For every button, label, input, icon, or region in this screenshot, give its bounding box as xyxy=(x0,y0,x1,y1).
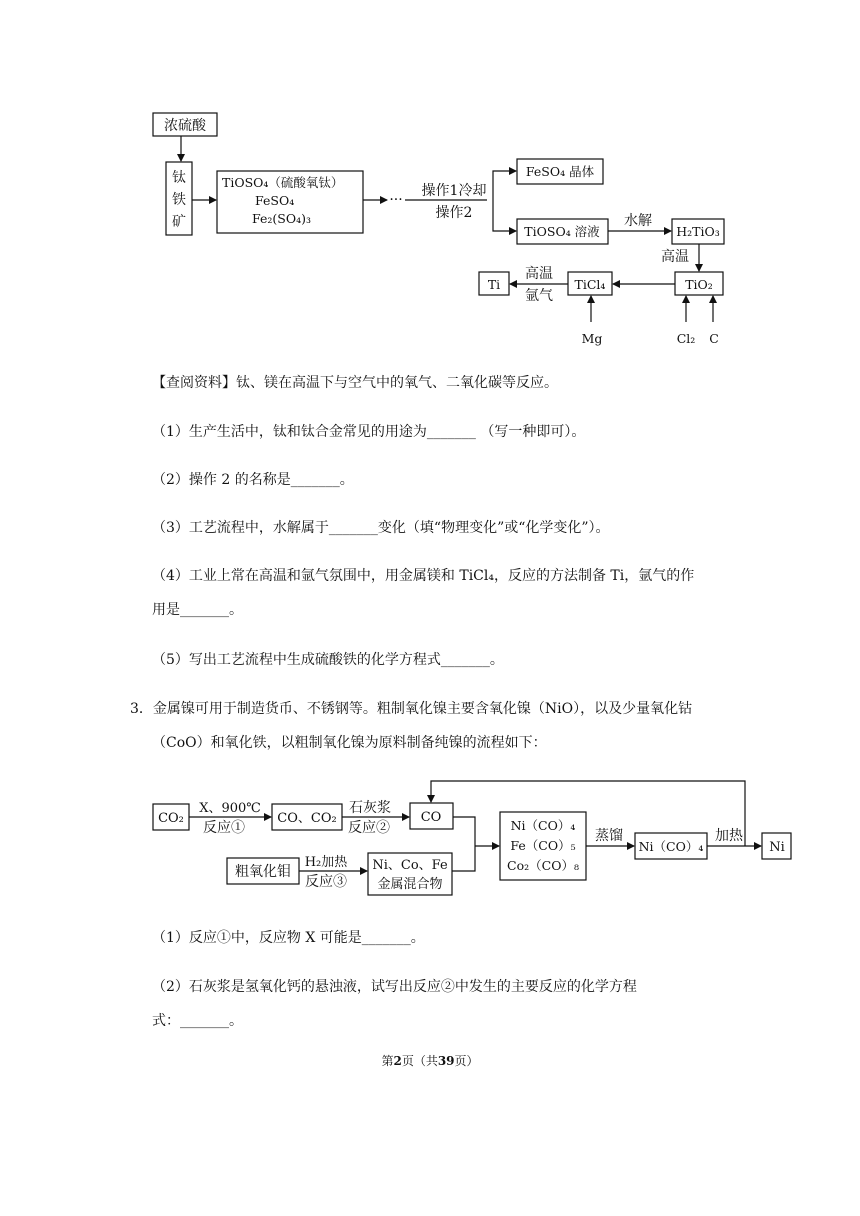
label-cl2: Cl₂ xyxy=(676,331,696,346)
label-argon: 氩气 xyxy=(525,288,553,304)
label-carb-3: Co₂（CO）₈ xyxy=(507,858,579,873)
label-heat: 加热 xyxy=(715,828,743,844)
problem-3-question-2-line1: （2）石灰浆是氢氧化钙的悬浊液，试写出反应②中发生的主要反应的化学方程 xyxy=(152,979,637,995)
label-metal-2: 金属混合物 xyxy=(377,877,443,892)
label-mix-2: FeSO₄ xyxy=(255,193,295,208)
question-5: （5）写出工艺流程中生成硫酸铁的化学方程式_______。 xyxy=(152,652,504,668)
label-feso4-crystal: FeSO₄ 晶体 xyxy=(525,164,595,179)
label-distill: 蒸馏 xyxy=(595,828,623,844)
label-c: C xyxy=(709,331,719,346)
label-high-temp-right: 高温 xyxy=(661,249,689,265)
footer-middle: 页（共 xyxy=(401,1054,438,1068)
titanium-flow-labels xyxy=(164,118,720,346)
label-reaction2: 反应② xyxy=(348,820,390,836)
label-reaction3: 反应③ xyxy=(305,874,347,890)
label-ore-3: 矿 xyxy=(172,214,186,230)
question-2: （2）操作 2 的名称是_______。 xyxy=(152,472,354,488)
label-co: CO xyxy=(420,810,442,825)
label-tio2: TiO₂ xyxy=(685,277,713,292)
label-tioso4-solution: TiOSO₄ 溶液 xyxy=(524,224,600,239)
label-op2: 操作2 xyxy=(435,205,473,221)
label-metal-1: Ni、Co、Fe xyxy=(372,858,448,873)
label-ellipsis: ··· xyxy=(389,192,403,208)
label-conc-acid: 浓硫酸 xyxy=(164,118,206,134)
page-footer xyxy=(0,1052,860,1069)
label-crude: 粗氧化钼 xyxy=(235,864,291,880)
label-mg: Mg xyxy=(581,331,603,346)
label-ni: Ni xyxy=(769,840,785,855)
label-lime: 石灰浆 xyxy=(349,800,391,816)
label-co-co2: CO、CO₂ xyxy=(277,811,337,826)
label-co2: CO₂ xyxy=(158,811,184,826)
label-reaction1: 反应① xyxy=(203,820,245,836)
label-high-temp-left: 高温 xyxy=(525,266,553,282)
label-ore-1: 钛 xyxy=(172,170,186,186)
label-mix-3: Fe₂(SO₄)₃ xyxy=(252,211,311,226)
label-h2-heat: H₂加热 xyxy=(304,855,348,870)
label-carb-2: Fe（CO）₅ xyxy=(510,838,576,853)
label-mix-1: TiOSO₄（硫酸氧钛） xyxy=(222,175,344,190)
footer-total-pages: 39 xyxy=(437,1054,455,1068)
footer-page-number: 2 xyxy=(393,1054,402,1068)
label-hydrolysis: 水解 xyxy=(624,213,652,229)
line-metal-to-merge xyxy=(452,846,475,871)
label-ni-co4: Ni（CO）₄ xyxy=(638,839,704,854)
footer-suffix: 页） xyxy=(454,1054,479,1068)
label-h2tio3: H₂TiO₃ xyxy=(676,224,720,239)
question-1: （1）生产生活中，钛和钛合金常见的用途为_______ （写一种即可）。 xyxy=(152,424,586,440)
problem-3-line2: （CoO）和氧化铁，以粗制氧化镍为原料制备纯镍的流程如下： xyxy=(152,735,547,751)
problem-3-line1: 3．金属镍可用于制造货币、不锈钢等。粗制氧化镍主要含氧化镍（NiO），以及少量氧化钴 xyxy=(130,701,693,717)
arrow-split-to-crystal xyxy=(493,171,516,200)
reference-note: 【查阅资料】钛、镁在高温下与空气中的氧气、二氧化碳等反应。 xyxy=(152,375,558,391)
label-ticl4: TiCl₄ xyxy=(574,277,606,292)
label-carb-1: Ni（CO）₄ xyxy=(510,818,576,833)
question-4-line1: （4）工业上常在高温和氩气氛围中，用金属镁和 TiCl₄，反应的方法制备 Ti，氩气的作 xyxy=(152,568,695,584)
label-ti: Ti xyxy=(487,277,501,292)
question-3: （3）工艺流程中，水解属于_______变化（填“物理变化”或“化学变化”）。 xyxy=(152,520,610,536)
label-ore-2: 铁 xyxy=(172,192,186,208)
question-4-line2: 用是_______。 xyxy=(152,602,243,618)
label-x-900: X、900℃ xyxy=(199,801,261,816)
line-co-to-merge xyxy=(453,817,475,846)
footer-prefix: 第 xyxy=(381,1054,394,1068)
problem-3-question-2-line2: 式：_______。 xyxy=(152,1013,243,1029)
problem-3-question-1: （1）反应①中，反应物 X 可能是_______。 xyxy=(152,930,425,946)
arrow-recycle-co xyxy=(431,781,745,846)
arrow-split-to-solution xyxy=(493,200,516,231)
nickel-flow-labels xyxy=(158,799,785,892)
label-op1: 操作1冷却 xyxy=(421,183,487,199)
